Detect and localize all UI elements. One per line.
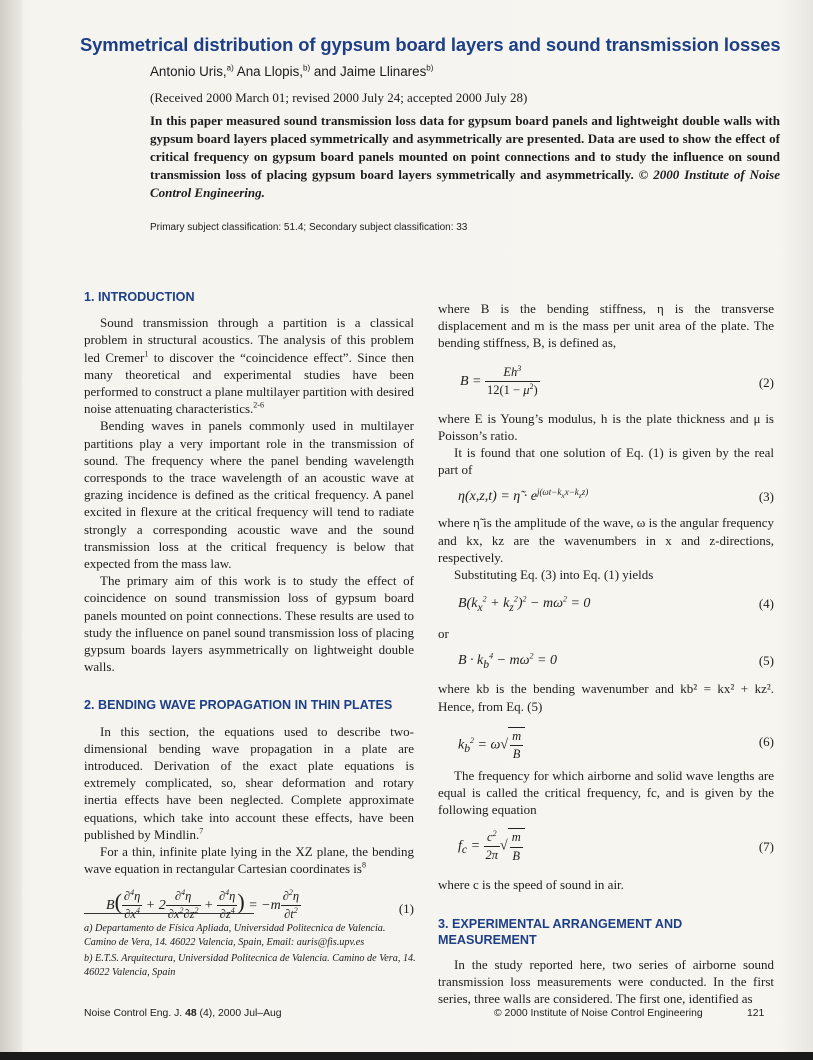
critical-frequency-paragraph: The frequency for which airborne and solid wave lengths are equal is called the critical frequency, fc, and is given by the following equation [438, 767, 774, 818]
amplitude-paragraph: where η̃ is the amplitude of the wave, ω is the angular frequency and kx, kz are the wavenumbers in x and z-directions, respectively. [438, 515, 774, 565]
footnote-a: a) Departamento de Física Apliada, Universidad Politecnica de Valencia. Camino de Vera, 14. 46022 Valencia, Spain, Email: auris@fis.upv.es [84, 923, 386, 948]
equation-1: B( $\frac{\partial^4\eta}{\partial x^4}$ + 2 $\frac{\partial^4\eta}{\partial x^2\partial z^2}$ + $\frac{\partial^4\eta}{\partial z^4}$ ) = −m $\frac{\partial^2\eta}{\partial t^2}$ (1) [106, 887, 414, 921]
paper-title: Symmetrical distribution of gypsum board layers and sound transmission losses [80, 34, 781, 55]
substitution-paragraph: Substituting Eq. (3) into Eq. (1) yields [454, 567, 654, 583]
wavenumber-paragraph: where kb is the bending wavenumber and kb² = kx² + kz². Hence, from Eq. (5) [438, 681, 774, 714]
journal-citation: Noise Control Eng. J. 48 (4), 2000 Jul–Aug [84, 1008, 282, 1019]
received-dates: (Received 2000 March 01; revised 2000 July 24; accepted 2000 July 28) [150, 90, 528, 105]
section-2-heading: 2. BENDING WAVE PROPAGATION IN THIN PLATES [84, 698, 393, 713]
stiffness-paragraph: where B is the bending stiffness, η is the transverse displacement and m is the mass per unit area of the plate. The bending stiffness, B, is defined as, [438, 301, 774, 351]
bending-paragraph-1: In this section, the equations used to describe two-dimensional bending wave propagation in a plate are introduced. Derivation of the exact plate equations is extremely complicated, so, shear deformation and rotary inertia effects have been neglected. Complete approximate equations, which take into account these effects, have been published by Mindlin.$^7$ [84, 723, 414, 842]
equation-5: $B \cdot k_b^4 - m\omega^2 = 0$ (5) [458, 651, 774, 672]
equation-3: η(x,z,t) = η̃ · $e^{j(\omega t-k_xx-k_zz)}$ (3) [458, 486, 774, 505]
section-1-heading: 1. INTRODUCTION [84, 290, 195, 304]
subject-classification: Primary subject classification: 51.4; Secondary subject classification: 33 [150, 222, 468, 233]
footnotes [84, 922, 419, 982]
authors: Antonio Uris,$^{a)}$ Ana Llopis,$^{b)}$ and Jaime Llinares$^{b)}$ [150, 63, 434, 79]
solution-paragraph: It is found that one solution of Eq. (1) is given by the real part of [438, 445, 774, 478]
youngs-modulus-paragraph: where E is Young’s modulus, h is the plate thickness and μ is Poisson’s ratio. [438, 410, 774, 443]
equation-4: $B(k_x^2 + k_z^2)^2 - m\omega^2 = 0$ (4) [458, 594, 774, 615]
footnote-b: b) E.T.S. Arquitectura, Universidad Politecnica de Valencia. Camino de Vera, 14. 46022 Valencia, Spain [84, 953, 416, 978]
author-llopis: Ana Llopis, [236, 64, 304, 79]
binding-gutter [0, 0, 22, 1060]
author-llinares: and Jaime Llinares [313, 64, 427, 79]
page-number: 121 [747, 1008, 765, 1019]
abstract-copyright: © 2000 Institute of Noise Control Engineering. [150, 167, 780, 200]
footer-copyright: © 2000 Institute of Noise Control Engineering [494, 1008, 703, 1019]
right-column [438, 300, 774, 1007]
speed-of-sound-text: where c is the speed of sound in air. [438, 877, 624, 893]
abstract: In this paper measured sound transmission loss data for gypsum board panels and lightweight double walls with gypsum board layers placed symmetrically and asymmetrically are presented. Data are used to show the effect of critical frequency on gypsum board panels mounted on point connections and to study the influence on sound transmission loss of placing gypsum board layers symmetrically and asymmetrically. © 2000 Institute of Noise Control Engineering. [150, 113, 780, 200]
footnote-rule [84, 913, 254, 914]
equation-7: $f_c$ = $\frac{c^2}{2\pi}$ √ $\frac{m}{B}$ (7) [438, 826, 774, 870]
intro-paragraph-3: The primary aim of this work is to study the effect of coincidence on sound transmission loss of gypsum board panels mounted on point connections. These results are used to study the influence on panel sound transmission loss of placing gypsum boards layers asymmetrically on lightweight double walls. [84, 573, 414, 675]
bending-paragraph-2: For a thin, infinite plate lying in the XZ plane, the bending wave equation in rectangular Cartesian coordinates $is^8$ [84, 844, 414, 877]
section-3-heading: 3. EXPERIMENTAL ARRANGEMENT AND MEASUREMENT [438, 916, 683, 947]
equation-2: B = $\frac{Eh^3}{12(1 - \mu^2)}$ (2) [460, 363, 774, 397]
intro-paragraph-1: Sound transmission through a partition is a classical problem in structural acoustics. The analysis of this problem led Cremer$^1$ to discover the “coincidence effect”. Since then many theoretical and experimental studies have been performed to construct a plane multilayer partition with desired noise attenuating characteristics.$^{2-6}$ [84, 315, 414, 417]
scan-bottom-edge [0, 1052, 813, 1060]
left-column [84, 289, 414, 938]
experiment-paragraph: In the study reported here, two series of airborne sound transmission loss measurements were conducted. In the first series, three walls are considered. The first one, identified as [438, 956, 774, 1007]
equation-6: $k_b^2 = \omega√$ $\frac{m}{B}$ (6) [438, 721, 774, 761]
author-uris: Antonio Uris, [150, 64, 227, 79]
intro-paragraph-2: Bending waves in panels commonly used in multilayer partitions play a very important role in the transmission of sound. The frequency where the panel bending wavelength corresponds to the trace wavelength of an acoustic wave at grazing incidence is defined as the critical frequency. A panel excited in flexure at the critical frequency will tend to radiate strongly a corresponding acoustic wave and the sound transmission loss at the critical frequency is below that expected from the mass law. [84, 418, 414, 572]
or-text: or [438, 626, 449, 642]
